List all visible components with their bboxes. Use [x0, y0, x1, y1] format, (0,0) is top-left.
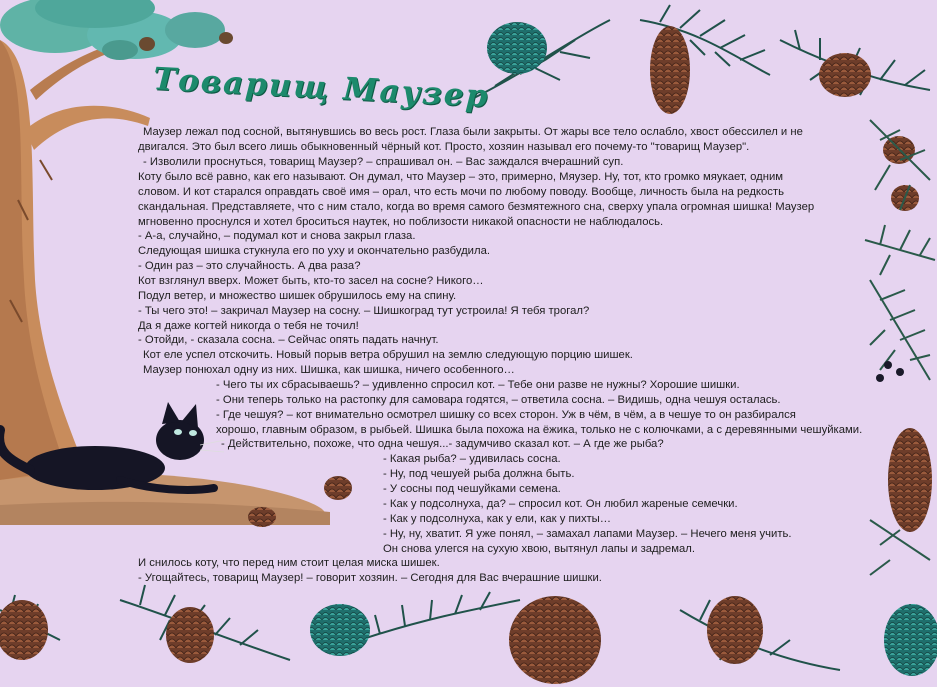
pine-cone-icon — [0, 596, 937, 684]
story-line: скандальная. Представляете, что с ним стало, когда во время самого безмятежного сна, сверху упала огромная шишка! Маузер — [138, 201, 815, 213]
story-line: Кот взглянул вверх. Может быть, кто-то засел на сосне? Никого… — [138, 275, 484, 287]
story-line: - Ну, ну, хватит. Я уже понял, – замахал лапами Маузер. – Нечего меня учить. — [383, 528, 792, 540]
story-line: - Где чешуя? – кот внимательно осмотрел шишку со всех сторон. Уж в чём, в чём, а в чешуе то он разбирался — [216, 409, 796, 421]
story-line: - Как у подсолнуха, как у ели, как у пихты… — [383, 513, 612, 525]
story-line: двигался. Это был всего лишь обыкновенный чёрный кот. Просто, хозяин называл его почему-то "товарищ Маузер". — [138, 141, 750, 153]
story-line: - У сосны под чешуйками семена. — [383, 483, 561, 495]
story-line: мгновенно проснулся и хотел броситься наутек, но поблизости никакой опасности не наблюдалось. — [138, 216, 664, 228]
story-line: - А-а, случайно, – подумал кот и снова закрыл глаза. — [138, 230, 416, 242]
story-line: словом. И кот старался оправдать своё имя – орал, что есть мочи по любому поводу. Вообще, личность была на редкость — [138, 186, 784, 198]
story-line: - Отойди, - сказала сосна. – Сейчас опять падать начнут. — [138, 334, 439, 346]
page-title: Товарищ Маузер — [152, 61, 491, 115]
story-line: Следующая шишка стукнула его по уху и окончательно разбудила. — [138, 245, 491, 257]
story-line: - Ты чего это! – закричал Маузер на сосну. – Шишкоград тут устроила! Я тебя трогал? — [138, 305, 590, 317]
story-line: - Угощайтесь, товарищ Маузер! – говорит хозяин. – Сегодня для Вас вчерашние шишки. — [138, 572, 602, 584]
story-line: - Действительно, похоже, что одна чешуя...- задумчиво сказал кот. – А где же рыба? — [221, 438, 664, 450]
story-line: - Один раз – это случайность. А два раза? — [138, 260, 361, 272]
story-line: И снилось коту, что перед ним стоит целая миска шишек. — [138, 557, 440, 569]
story-line: - Какая рыба? – удивилась сосна. — [383, 453, 561, 465]
story-line: Он снова улегся на сухую хвою, вытянул лапы и задремал. — [383, 543, 695, 555]
story-line: Да я даже когтей никогда о тебя не точил! — [138, 320, 359, 332]
story-line: - Ну, под чешуей рыба должна быть. — [383, 468, 575, 480]
story-line: Маузер лежал под сосной, вытянувшись во весь рост. Глаза были закрыты. От жары все тело ослабло, хвост обессилел и не — [143, 126, 803, 138]
story-line: - Чего ты их сбрасываешь? – удивленно спросил кот. – Тебе они разве не нужны? Хорошие шишки. — [216, 379, 740, 391]
story-line: хорошо, главным образом, в рыбьей. Шишка была похожа на ёжика, только не с колючками, а с деревянными чешуйками. — [216, 424, 863, 436]
story-line: - Они теперь только на растопку для самовара годятся, – ответила сосна. – Видишь, одна чешуя осталась. — [216, 394, 781, 406]
pine-cone-icon — [888, 428, 932, 532]
story-line: Коту было всё равно, как его называют. Он думал, что Маузер – это, примерно, Мяузер. Ну, тот, кто громко мяукает, одним — [138, 171, 784, 183]
story-line: Маузер понюхал одну из них. Шишка, как шишка, ничего особенного… — [143, 364, 515, 376]
story-line: Кот еле успел отскочить. Новый порыв ветра обрушил на землю следующую порцию шишек. — [143, 349, 633, 361]
pine-branch-icon — [865, 120, 935, 380]
story-line: Подул ветер, и множество шишек обрушилось ему на спину. — [138, 290, 457, 302]
story-line: - Изволили проснуться, товарищ Маузер? – спрашивал он. – Вас заждался вчерашний суп. — [143, 156, 624, 168]
story-line: - Как у подсолнуха, да? – спросил кот. Он любил жареные семечки. — [383, 498, 738, 510]
